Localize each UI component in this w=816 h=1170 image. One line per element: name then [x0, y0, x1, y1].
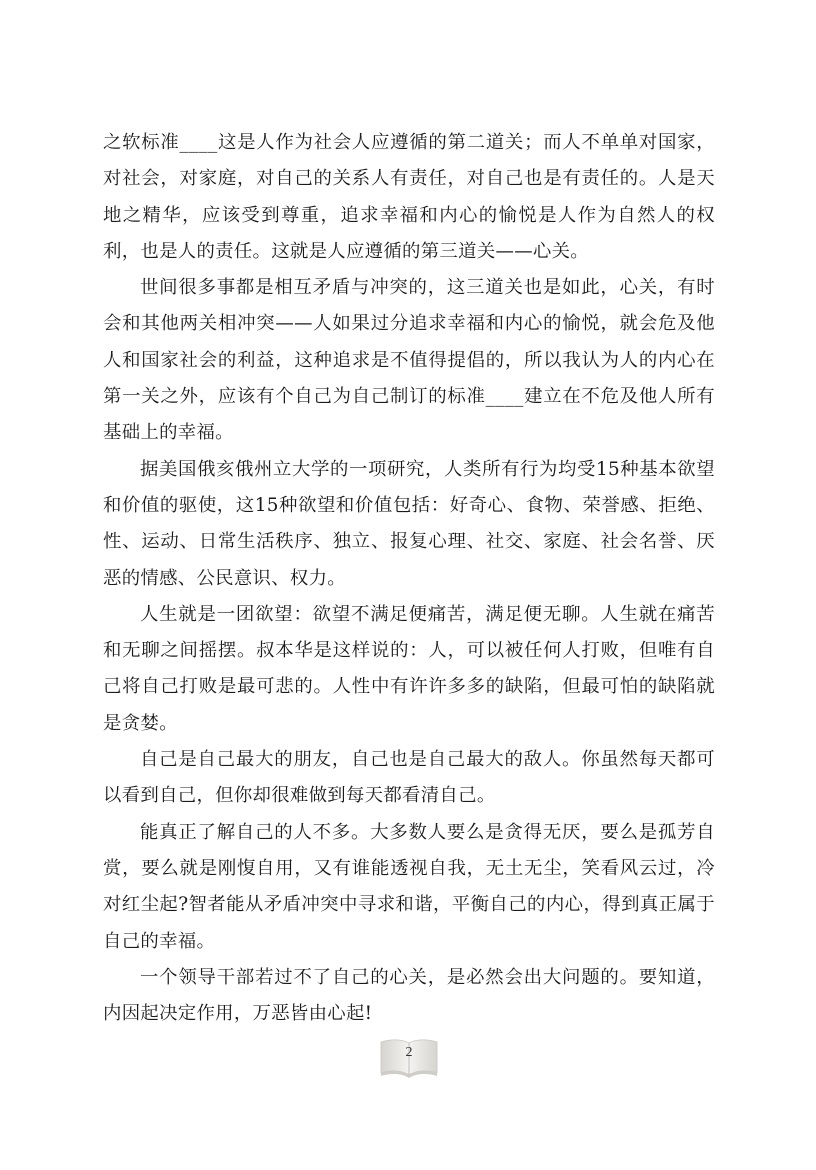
paragraph-fifteen-desires: 据美国俄亥俄州立大学的一项研究，人类所有行为均受15种基本欲望和价值的驱使，这15种欲望和价值包括：好奇心、食物、荣誉感、拒绝、性、运动、日常生活秩序、独立、报复心理、社交、家庭、社会名誉、厌恶的情感、公民意识、权力。 [103, 458, 715, 589]
page-footer [378, 1037, 440, 1079]
paragraph-know-yourself: 能真正了解自己的人不多。大多数人要么是贪得无厌，要么是孤芳自赏，要么就是刚愎自用，又有谁能透视自我，无土无尘，笑看风云过，冷对红尘起?智者能从矛盾冲突中寻求和谐，平衡自己的内心，得到真正属于自己的幸福。 [103, 821, 715, 952]
paragraph-self-friend-enemy: 自己是自己最大的朋友，自己也是自己最大的敌人。你虽然每天都可以看到自己，但你却很难做到每天都看清自己。 [103, 749, 715, 807]
paragraph-desire-and-pain: 人生就是一团欲望：欲望不满足便痛苦，满足便无聊。人生就在痛苦和无聊之间摇摆。叔本华是这样说的：人，可以被任何人打败，但唯有自己将自己打败是最可悲的。人性中有许许多多的缺陷，但最可怕的缺陷就是贪婪。 [103, 603, 715, 734]
page-number: 2 [405, 1045, 413, 1060]
paragraph-continuation: 之软标准____这是人作为社会人应遵循的第二道关；而人不单单对国家，对社会，对家庭，对自己的关系人有责任，对自己也是有责任的。人是天地之精华，应该受到尊重，追求幸福和内心的愉悦是人作为自然人的权利，也是人的责任。这就是人应遵循的第三道关——心关。 [103, 132, 715, 262]
paragraph-three-gates-conflict: 世间很多事都是相互矛盾与冲突的，这三道关也是如此，心关，有时会和其他两关相冲突——人如果过分追求幸福和内心的愉悦，就会危及他人和国家社会的利益，这种追求是不值得提倡的，所以我认为人的内心在第一关之外，应该有个自己为自己制订的标准____建立在不危及他人所有基础上的幸福。 [103, 277, 715, 444]
document-body [103, 125, 715, 1032]
paragraph-leader-heart-gate: 一个领导干部若过不了自己的心关，是必然会出大问题的。要知道，内因起决定作用，万恶皆由心起! [103, 966, 715, 1025]
